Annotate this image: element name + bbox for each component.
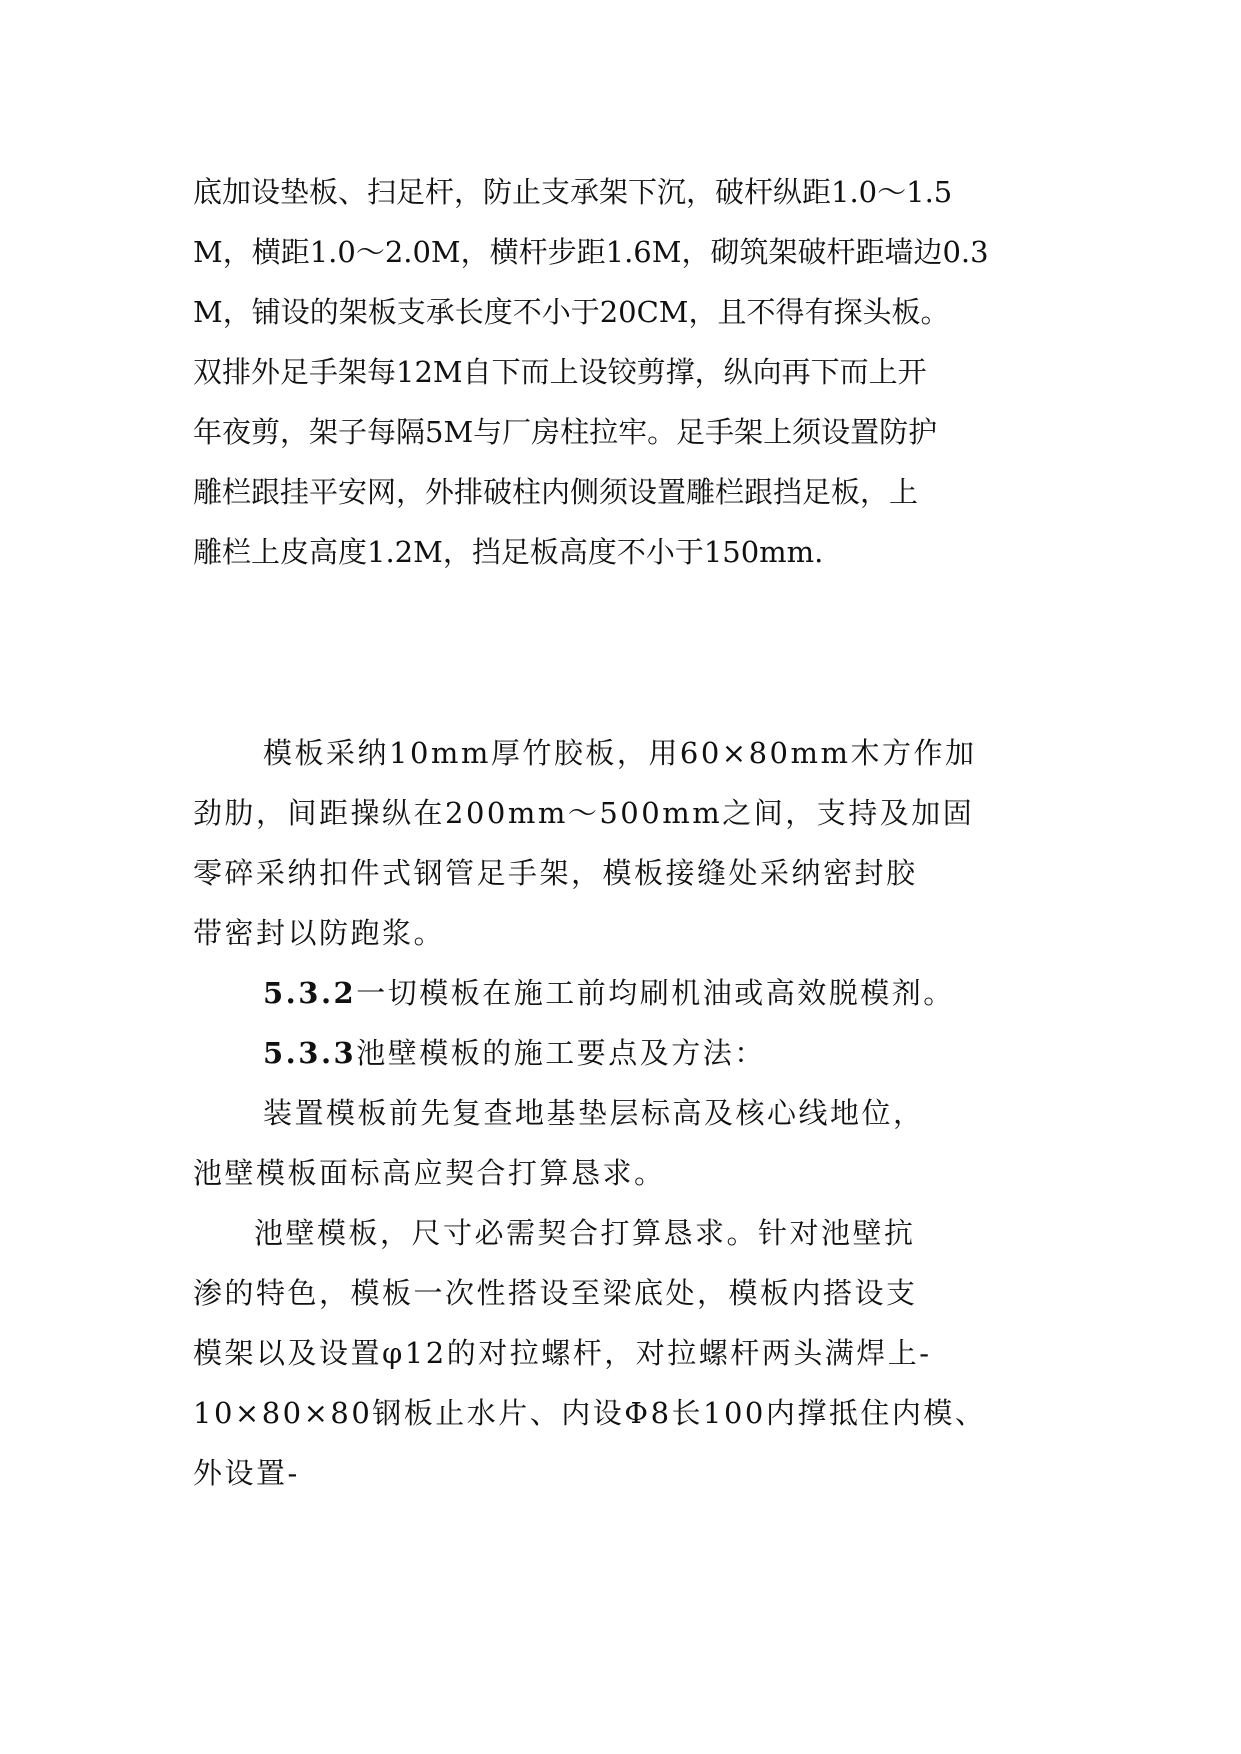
text-line: 池壁模板，尺寸必需契合打算恳求。针对池壁抗 [254, 1216, 916, 1250]
text-line: 雕栏上皮高度1.2M，挡足板高度不小于150mm. [193, 535, 824, 569]
text-line: 装置模板前先复查地基垫层标高及核心线地位， [263, 1096, 925, 1130]
text-line: 外设置- [193, 1456, 300, 1490]
text-line: 带密封以防跑浆。 [193, 916, 446, 950]
text-line: M，横距1.0～2.0M，横杆步距1.6M，砌筑架破杆距墙边0.3 [193, 235, 989, 269]
section-number: 5.3.2 [263, 976, 357, 1010]
text-line: 底加设垫板、扫足杆，防止支承架下沉，破杆纵距1.0～1.5 [193, 175, 953, 209]
section-number: 5.3.3 [263, 1036, 357, 1070]
text-line: 模板采纳10mm厚竹胶板，用60×80mm木方作加 [263, 736, 977, 770]
text-line: 双排外足手架每12M自下而上设铰剪撑，纵向再下而上开 [193, 355, 927, 389]
text-line: 雕栏跟挂平安网，外排破柱内侧须设置雕栏跟挡足板，上 [193, 475, 919, 509]
text-line: 年夜剪，架子每隔5M与厂房柱拉牢。足手架上须设置防护 [193, 415, 938, 449]
section-text: 池壁模板的施工要点及方法： [356, 1036, 766, 1070]
text-line: M，铺设的架板支承长度不小于20CM，且不得有探头板。 [193, 295, 950, 329]
section-5-3-3 [263, 1033, 766, 1073]
section-text: 一切模板在施工前均刷机油或高效脱模剂。 [356, 976, 955, 1010]
text-line: 10×80×80钢板止水片、内设Φ8长100内撑抵住内模、 [193, 1396, 987, 1430]
text-line: 渗的特色，模板一次性搭设至梁底处，模板内搭设支 [193, 1276, 918, 1310]
text-line: 零碎采纳扣件式钢管足手架，模板接缝处采纳密封胶 [193, 856, 918, 890]
text-line: 模架以及设置φ12的对拉螺杆，对拉螺杆两头满焊上- [193, 1336, 932, 1370]
section-5-3-2 [263, 973, 955, 1013]
text-line: 劲肋，间距操纵在200mm～500mm之间，支持及加固 [193, 796, 975, 830]
text-line: 池壁模板面标高应契合打算恳求。 [193, 1156, 666, 1190]
